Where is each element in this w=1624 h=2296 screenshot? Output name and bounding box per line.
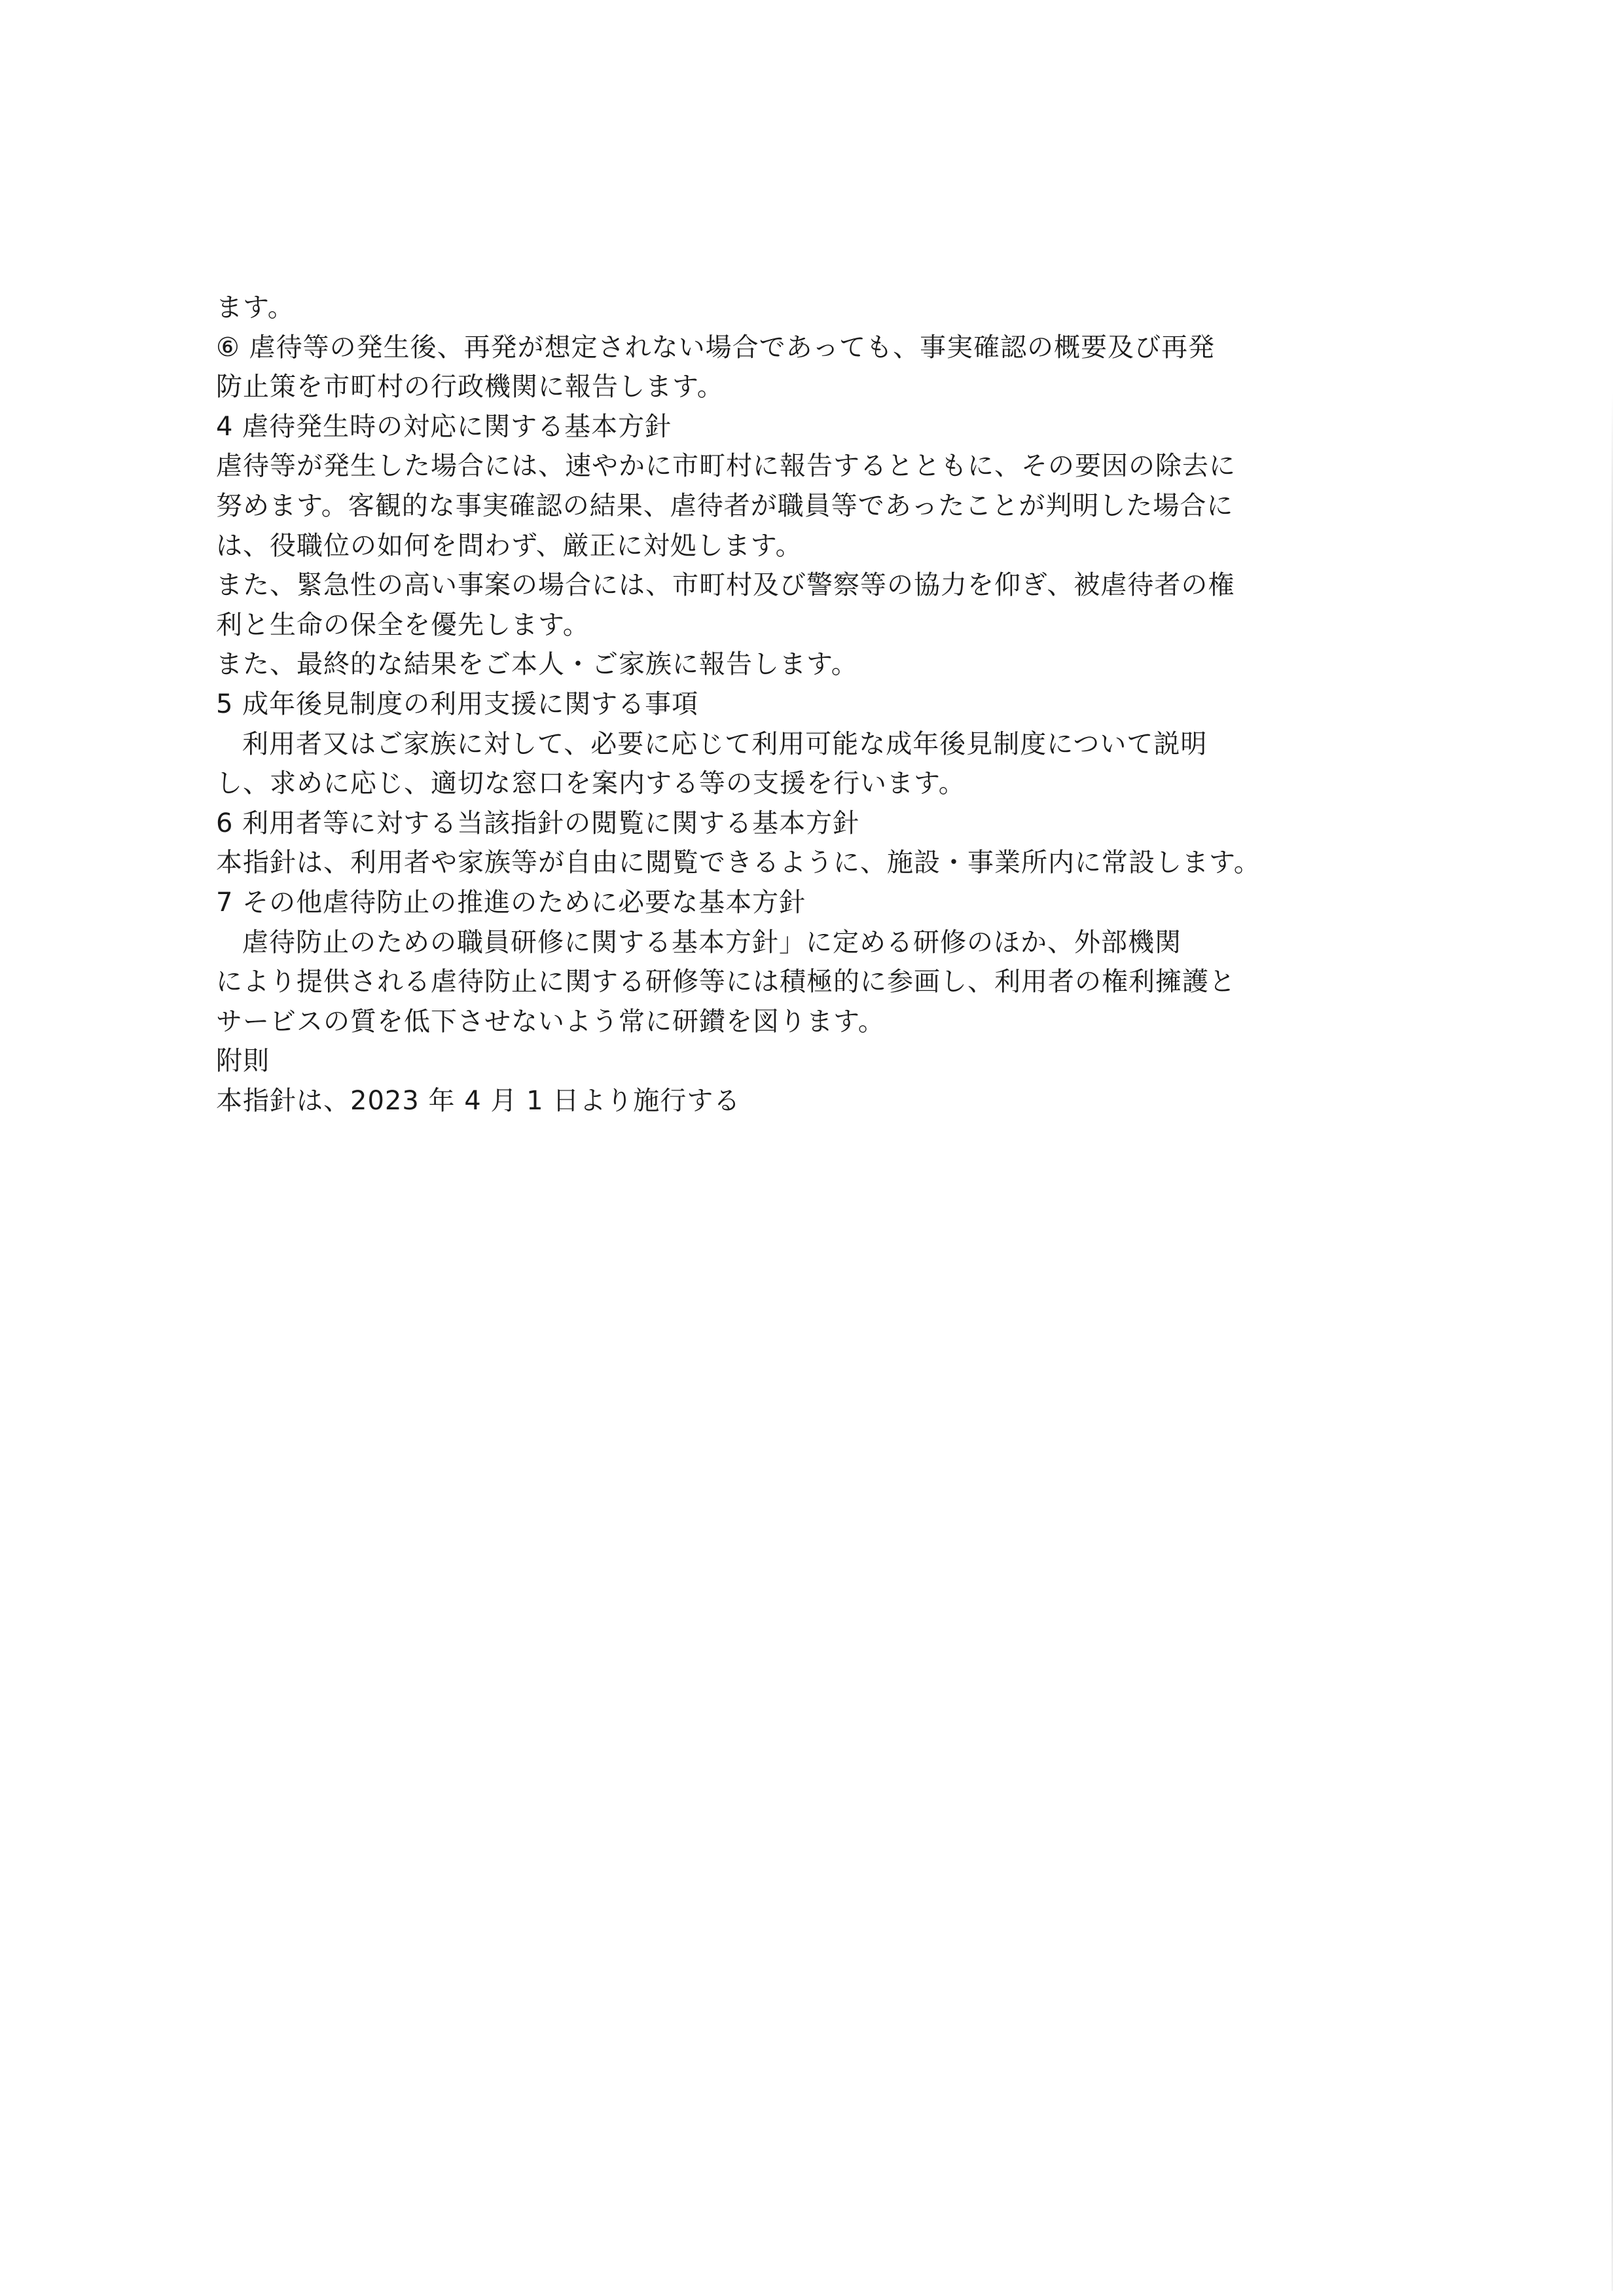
text-line: 防止策を市町村の行政機関に報告します。	[216, 372, 724, 403]
text-line: ⑥ 虐待等の発生後、再発が想定されない場合であっても、事実確認の概要及び再発	[216, 332, 1216, 363]
text-line: は、役職位の如何を問わず、厳正に対処します。	[216, 530, 803, 561]
text-line: サービスの質を低下させないよう常に研鑚を図ります。	[216, 1006, 885, 1037]
text-line: 利用者又はご家族に対して、必要に応じて利用可能な成年後見制度について説明	[242, 728, 1208, 759]
text-line: 利と生命の保全を優先します。	[216, 609, 590, 640]
effective-date-line: 本指針は、2023 年 4 月 1 日より施行する	[216, 1085, 741, 1116]
text-line: ます。	[216, 293, 295, 323]
text-line: により提供される虐待防止に関する研修等には積極的に参画し、利用者の権利擁護と	[216, 967, 1236, 997]
text-line: 努めます。客観的な事実確認の結果、虐待者が職員等であったことが判明した場合に	[216, 490, 1234, 521]
section-heading: 4 虐待発生時の対応に関する基本方針	[216, 411, 672, 442]
text-line: 虐待等が発生した場合には、速やかに市町村に報告するとともに、その要因の除去に	[216, 451, 1236, 482]
text-line: し、求めに応じ、適切な窓口を案内する等の支援を行います。	[216, 768, 965, 799]
section-heading: 5 成年後見制度の利用支援に関する事項	[216, 689, 699, 719]
text-line: また、最終的な結果をご本人・ご家族に報告します。	[216, 649, 858, 680]
text-line: また、緊急性の高い事案の場合には、市町村及び警察等の協力を仰ぎ、被虐待者の権	[216, 570, 1235, 601]
supplementary-heading: 附則	[216, 1046, 270, 1077]
text-line: 虐待防止のための職員研修に関する基本方針」に定める研修のほか、外部機関	[242, 927, 1182, 958]
section-heading: 7 その他虐待防止の推進のために必要な基本方針	[216, 887, 806, 918]
text-line: 本指針は、利用者や家族等が自由に閲覧できるように、施設・事業所内に常設します。	[216, 848, 1261, 878]
section-heading: 6 利用者等に対する当該指針の閲覧に関する基本方針	[216, 808, 860, 838]
document-body	[216, 288, 1381, 1121]
scan-edge-line	[1612, 393, 1613, 2291]
